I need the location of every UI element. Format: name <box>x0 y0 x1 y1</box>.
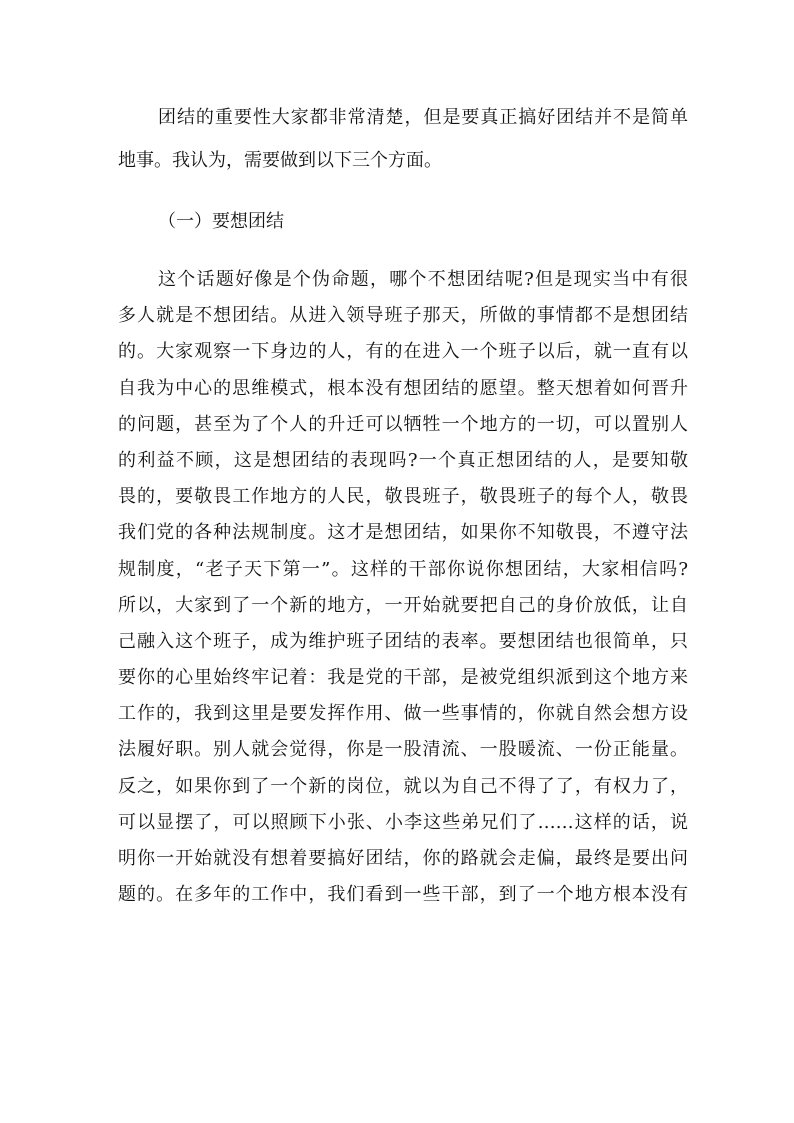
body-paragraph <box>118 262 688 913</box>
intro-line-2: 地事。我认为，需要做到以下三个方面。 <box>118 150 442 171</box>
body-line-13: 工作的，我到这里是要发挥作用、做一些事情的，你就自然会想方设 <box>118 703 688 725</box>
body-line-7: 畏的，要敬畏工作地方的人民，敬畏班子，敬畏班子的每个人，敬畏 <box>118 486 688 508</box>
body-line-16: 可以显摆了，可以照顾下小张、小李这些弟兄们了……这样的话，说 <box>118 811 688 833</box>
body-line-9: 规制度，“老子天下第一”。这样的干部你说你想团结，大家相信吗? <box>118 558 688 580</box>
body-line-6: 的利益不顾，这是想团结的表现吗?一个真正想团结的人，是要知敬 <box>118 449 688 471</box>
body-line-18: 题的。在多年的工作中，我们看到一些干部，到了一个地方根本没有 <box>118 884 688 906</box>
body-line-5: 的问题，甚至为了个人的升迁可以牺牲一个地方的一切，可以置别人 <box>118 413 688 435</box>
section-heading <box>118 203 688 240</box>
body-line-8: 我们党的各种法规制度。这才是想团结，如果你不知敬畏，不遵守法 <box>118 522 688 544</box>
section-heading-text: （一）要想团结 <box>158 211 284 232</box>
body-line-2: 多人就是不想团结。从进入领导班子那天，所做的事情都不是想团结 <box>118 305 688 327</box>
intro-line-1: 团结的重要性大家都非常清楚，但是要真正搞好团结并不是简单 <box>158 107 688 128</box>
body-line-17: 明你一开始就没有想着要搞好团结，你的路就会走偏，最终是要出问 <box>118 848 688 869</box>
body-line-3: 的。大家观察一下身边的人，有的在进入一个班子以后，就一直有以 <box>118 341 688 363</box>
body-line-10: 所以，大家到了一个新的地方，一开始就要把自己的身价放低，让自 <box>118 594 688 616</box>
body-line-14: 法履好职。别人就会觉得，你是一股清流、一股暖流、一份正能量。 <box>118 739 688 761</box>
body-line-15: 反之，如果你到了一个新的岗位，就以为自己不得了了，有权力了， <box>118 775 688 797</box>
intro-paragraph <box>118 96 688 182</box>
body-line-11: 己融入这个班子，成为维护班子团结的表率。要想团结也很简单，只 <box>118 630 688 652</box>
body-line-12: 要你的心里始终牢记着：我是党的干部，是被党组织派到这个地方来 <box>118 667 688 689</box>
body-line-4: 自我为中心的思维模式，根本没有想团结的愿望。整天想着如何晋升 <box>118 377 688 399</box>
body-line-1: 这个话题好像是个伪命题，哪个不想团结呢?但是现实当中有很 <box>158 269 688 290</box>
